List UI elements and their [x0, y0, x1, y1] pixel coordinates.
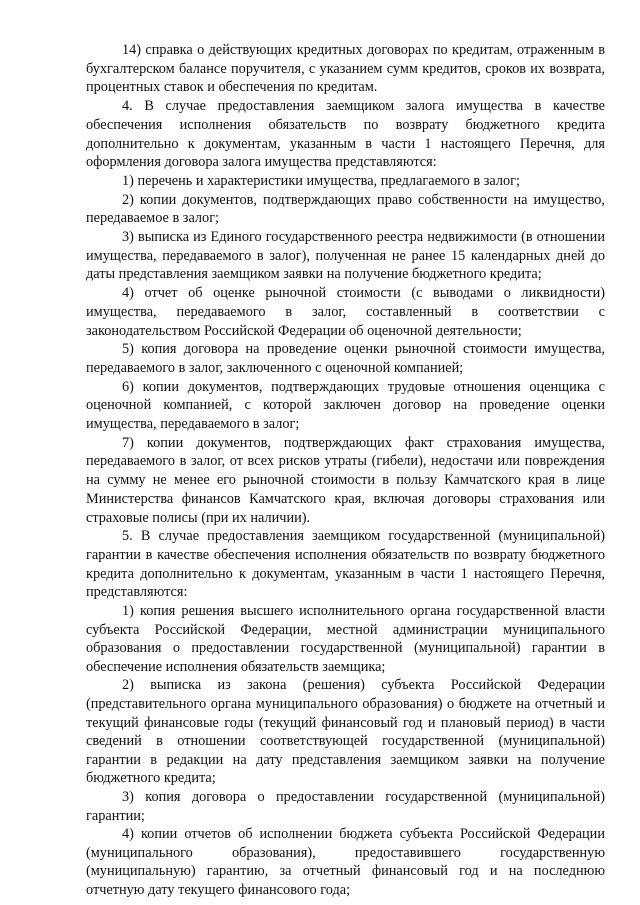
paragraph-4-6-appraiser-documents: 6) копии документов, подтверждающих трудовые отношения оценщика с оценочной компанией, с которой заключен договор на проведение оценки имущества, передаваемого в залог; — [86, 378, 605, 433]
paragraph-4-2-ownership-copies: 2) копии документов, подтверждающих право собственности на имущество, передаваемое в залог; — [86, 191, 605, 227]
paragraph-4-4-valuation-report: 4) отчет об оценке рыночной стоимости (с выводами о ликвидности) имущества, передаваемого в залог, составленный в соответствии с законодательством Российской Федерации об оценочной деятельности; — [86, 285, 605, 339]
paragraph-section-5-intro: 5. В случае предоставления заемщиком государственной (муниципальной) гарантии в качестве обеспечения исполнения обязательств по возврату бюджетного кредита дополнительно к документам, указанным в части 1 настоящего Перечня, представляются: — [86, 528, 605, 601]
paragraph-section-4-intro: 4. В случае предоставления заемщиком залога имущества в качестве обеспечения исполнения обязательств по возврату бюджетного кредита дополнительно к документам, указанным в части 1 настоящего Перечня, для оформления договора залога имущества представляются: — [86, 98, 605, 171]
paragraph-4-5-valuation-contract: 5) копия договора на проведение оценки рыночной стоимости имущества, передаваемого в залог, заключенного с оценочной компанией; — [86, 341, 605, 376]
paragraph-5-3-guarantee-contract: 3) копия договора о предоставлении государственной (муниципальной) гарантии; — [86, 789, 605, 824]
paragraph-5-4-budget-reports: 4) копии отчетов об исполнении бюджета субъекта Российской Федерации (муниципального образования), предоставившего государственную (муниципальную) гарантию, за отчетный финансовый год и на последнюю отчетную дату текущего финансового года; — [86, 826, 605, 898]
paragraph-4-7-insurance-documents: 7) копии документов, подтверждающих факт страхования имущества, передаваемого в залог, от всех рисков утраты (гибели), недостачи или повреждения на сумму не менее его рыночной стоимости в пользу Камчатского края в лице Министерства финансов Камчатского края, включая договоры страхования или страховые полисы (при их наличии). — [86, 434, 605, 526]
paragraph-14-credit-certificate: 14) справка о действующих кредитных договорах по кредитам, отраженным в бухгалтерском балансе поручителя, с указанием сумм кредитов, сроков их возврата, процентных ставок и обеспечения по кредитам. — [86, 42, 605, 96]
paragraph-4-3-registry-extract: 3) выписка из Единого государственного реестра недвижимости (в отношении имущества, передаваемого в залог), полученная не ранее 15 календарных дней до даты представления заемщиком заявки на получение бюджетного кредита; — [86, 229, 605, 283]
paragraph-5-2-budget-law-extract: 2) выписка из закона (решения) субъекта Российской Федерации (представительного органа муниципального образования) о бюджете на отчетный и текущий финансовые годы (текущий финансовый год и плановый период) в части сведений в отношении соответствующей государственной (муниципальной) гарантии в редакции на дату представления заемщиком заявки на получение бюджетного кредита; — [86, 677, 605, 787]
paragraph-5-1-decision-copy: 1) копия решения высшего исполнительного органа государственной власти субъекта Российской Федерации, местной администрации муниципального образования о предоставлении государственной (муниципальной) гарантии в обеспечение исполнения обязательств заемщика; — [86, 603, 605, 675]
paragraph-4-1-property-list: 1) перечень и характеристики имущества, предлагаемого в залог; — [122, 172, 520, 189]
